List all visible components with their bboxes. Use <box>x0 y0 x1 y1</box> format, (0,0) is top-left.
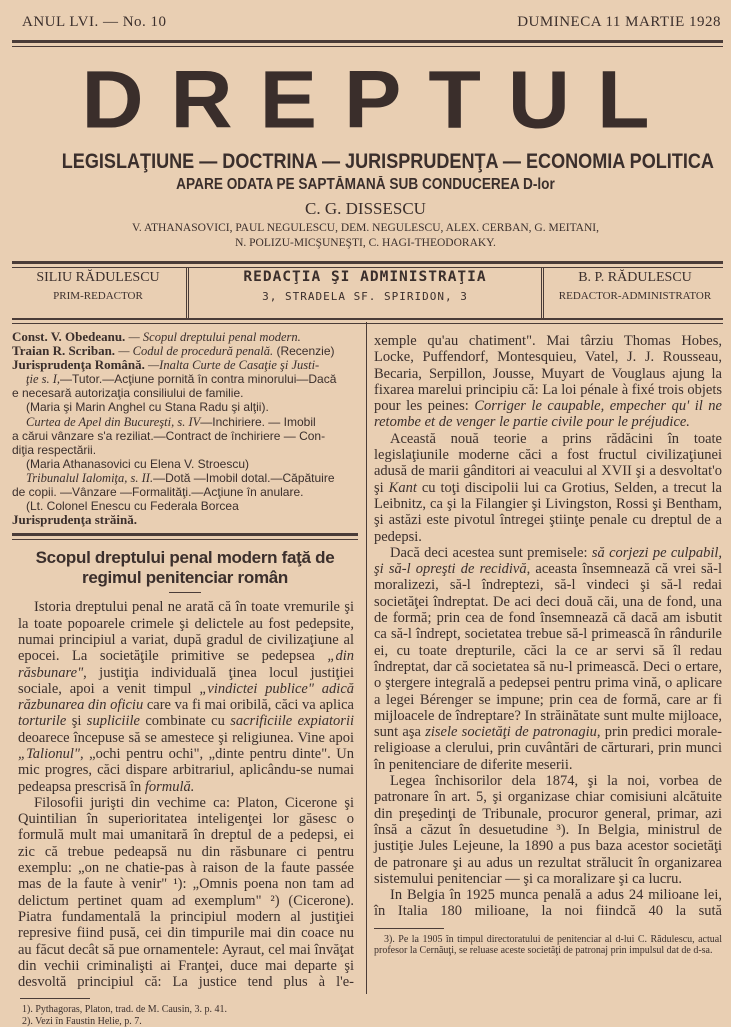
box-divider <box>186 268 189 318</box>
administrator-role: REDACTOR-ADMINISTRATOR <box>558 290 712 302</box>
toc-section: Jurisprudenţa Română. <box>12 357 145 373</box>
paragraph-text: Filosofii jurişti din vechime ca: Platon, Cicerone şi Quintilian în superioritatea inteligenţei lor găsesc o formulă mult mai umanitară în dreptul de a pedepsi, ei zic că trebue pedeapsă nu din răsbunare ci pentru exemplu: „on ne chatie-pas à raison de la faute passée mas de la faute à venir" ¹): „Omnis poena non tam ad delictum pertinet quam ad exemplum" ²) (Cicerone). Piatra fundamentală la principiul modern al justiţiei represive fiind pusă, cei din timpurile mai din coace nu au făcut decât să pue ornamentele: Ayraut, cel mai învăţat din vechii criminalişti ai Franţei, duce mai departe şi desvoltă principiul că: La justice tend plus à l'e- <box>18 794 354 991</box>
administrator-box <box>545 268 725 316</box>
right-footnotes <box>374 934 722 957</box>
toc-line: diţia respectării. <box>12 442 97 457</box>
prim-redactor-name: SILIU RĂDULESCU <box>36 270 160 285</box>
italic-text: torturile <box>18 713 67 730</box>
redaction-box <box>190 268 540 316</box>
footnote-rule <box>374 928 444 929</box>
italic-text: supliciile <box>86 713 140 730</box>
footnote: 2). Vezi în Faustin Helie, p. 7. <box>22 1015 142 1027</box>
header-bottom-rule <box>12 318 723 324</box>
italic-text: „vindictei publice" adică răzbunarea din oficiu <box>18 680 355 714</box>
toc-court: —Inalta Curte de Casaţie şi Justi- <box>144 358 320 373</box>
left-column <box>12 330 358 1027</box>
issue-date: DUMINECA 11 MARTIE 1928 <box>517 14 721 30</box>
italic-text: Corriger le caupable, empecher qu' il ne retombe et de venger le partie civile pour le préjudice. <box>374 398 722 431</box>
toc-author: Traian R. Scriban. <box>12 343 116 359</box>
box-divider <box>541 268 544 318</box>
toc-section: Jurisprudenţa străină. <box>12 512 137 528</box>
prim-redactor-box <box>12 268 184 316</box>
toc-line <box>12 415 358 429</box>
article-paragraph <box>374 773 722 887</box>
toc-line: a cărui vânzare s'a reziliat.—Contract de închiriere — Con- <box>12 428 326 443</box>
redaction-address: 3, STRADELA SF. SPIRIDON, 3 <box>262 290 468 303</box>
column-divider <box>366 322 367 994</box>
article-paragraph <box>18 599 354 795</box>
article-paragraph <box>374 431 722 545</box>
italic-text: să corjezi pe culpabil, şi să-l opreşti de recidivă <box>374 544 722 578</box>
paragraph-text: cu toţi discipolii lui ca Grotius, Selden, a trecut la Leibnitz, ca şi la Filangier şi Livingston, Rossi şi Bentham, şi astăzi este pivotul întregei ştiinţe penale cu dreptul de a pedepsi. <box>374 479 722 545</box>
paragraph-text: , justiţia individuală ţinea locul justiţiei sociale, apoi a venit timpul <box>18 664 354 697</box>
toc-text: —Inchiriere. — Imobil <box>200 414 316 429</box>
paragraph-text: , „ochi pentru ochi", „dinte pentru dinte". Un mic progres, căci dispare arbitrariul, aplicându-se numai pedeapsa prescrisă în <box>18 745 354 795</box>
prim-redactor-role: PRIM-REDACTOR <box>53 290 143 302</box>
italic-text: „Talionul" <box>18 745 80 762</box>
toc-line <box>12 372 358 386</box>
paragraph-text: deoarece începuse să se amestece şi religiunea. Vine apoi <box>18 729 354 746</box>
toc-parties: (Lt. Colonel Enescu cu Federala Borcea <box>26 499 239 514</box>
paragraph-text: In Belgia în 1925 munca penală a adus 24 milioane lei, în Italia 180 milioane, la noi fiindcă 40 la sută <box>374 887 722 920</box>
article-paragraph <box>374 887 722 920</box>
toc-note: (Recenzie) <box>273 344 335 359</box>
paragraph-text: Istoria dreptului penal ne arată că în toate vremurile şi la toate popoarele crimele şi delictele au fost pedepsite, numai principiul a variat, după gradul de civilizaţiune al epocei. La societăţile primitive se pedepsea <box>18 599 354 665</box>
headline-separator <box>169 592 201 593</box>
article-left-column <box>12 599 358 990</box>
italic-text: Kant <box>388 479 417 496</box>
newspaper-title: DREPTUL <box>81 54 677 146</box>
toc-entry <box>12 358 358 372</box>
editors-line: V. ATHANASOVICI, PAUL NEGULESCU, DEM. NEGULESCU, ALEX. CERBAN, G. MEITANI, <box>132 222 599 234</box>
toc-entry <box>12 344 358 358</box>
footnote-rule <box>20 998 90 999</box>
toc-author: Const. V. Obedeanu. <box>12 329 126 344</box>
editors-list <box>0 221 731 251</box>
toc-parties: (Maria şi Marin Anghel cu Stana Radu şi alţii). <box>26 400 269 415</box>
toc-line: de copii. —Vânzare —Formalităţi.—Acţiune în anulare. <box>12 485 304 500</box>
editors-line: N. POLIZU-MICŞUNEŞTI, C. HAGI-THEODORAKY. <box>235 237 496 249</box>
toc-line <box>12 471 358 485</box>
paragraph-text: Această nouă teorie a prins rădăcini în toate legislaţiunile moderne căci a fost fructul civilizaţiunei adusă de marii gânditori ai veacului al XVII şi a desvoltat'o şi <box>374 430 722 496</box>
paragraph-text: , prin predici morale-religioase a clerului, prin cuvântări de cărturari, prin munci în penitenciare de diferite meserii. <box>374 724 722 773</box>
toc-title: — Codul de procedură penală. <box>118 344 274 359</box>
toc-court: Tribunalul Ialomiţa, s. II. <box>26 470 154 485</box>
director-name: C. G. DISSESCU <box>305 199 426 218</box>
toc-parties: (Maria Athanasovici cu Elena V. Stroescu) <box>26 456 250 471</box>
paragraph-text: care va fi mai oribilă, căci va aplica <box>143 697 354 714</box>
redaction-title: REDACŢIA ŞI ADMINISTRAŢIA <box>243 269 487 285</box>
right-column <box>374 333 722 957</box>
toc-text: —Tutor.—Acţiune pornită în contra minorului—Dacă <box>60 372 337 387</box>
toc-text: —Dotă —Imobil dotal.—Căpătuire <box>153 470 335 485</box>
toc-entry <box>12 330 358 344</box>
italic-text: formulă. <box>144 778 195 795</box>
toc-line: e necesară autorizaţia consiliului de familie. <box>12 386 244 401</box>
article-right-column <box>374 333 722 920</box>
paragraph-text: şi <box>66 713 87 730</box>
article-paragraph <box>18 795 354 991</box>
toc-court: ţie s. I, <box>26 372 61 387</box>
toc-rule <box>12 533 358 540</box>
italic-text: zisele societăţi de patronagiu <box>425 724 597 741</box>
masthead-rule <box>12 261 723 268</box>
issue-line <box>22 14 721 36</box>
footnote: 3). Pe la 1905 în timpul directoratului de penitenciar al d-lui C. Rădulescu, actual profesor la Cernăuţi, se reluase aceste societăţi de patronaj prin impulsul dat de d-sa. <box>374 933 722 957</box>
top-rule <box>12 40 723 47</box>
subtitle: LEGISLAŢIUNE — DOCTRINA — JURISPRUDENŢA — ECONOMIA POLITICA <box>61 150 714 173</box>
table-of-contents <box>12 330 358 527</box>
appears-line: APARE ODATA PE SAPTĂMANĂ SUB CONDUCEREA D-lor <box>176 176 555 193</box>
toc-court: Curtea de Apel din Bucureşti, s. IV <box>26 414 201 429</box>
italic-text: sacrificiile expiatorii <box>230 713 354 730</box>
issue-number: ANUL LVI. — No. 10 <box>22 14 167 30</box>
italic-text: „din răsbunare" <box>18 648 354 681</box>
article-paragraph <box>374 333 722 431</box>
paragraph-text: Legea închisorilor dela 1874, şi la noi, vorbea de patronare în art. 5, şi organizase chiar comisiuni alcătuite din preşedinţi de Tribunale, procuror general, primar, azi însă a căzut în desuetudine ³). In Belgia, ministrul de justiţie Jules Lejeune, la 1890 a pus baza acestor societăţi de patronare şi au adus un rezultat strălucit în organizarea sistemului penitenciar — şi ca moralizare şi ca lucru. <box>374 773 722 887</box>
paragraph-text: xemple qu'au chatiment". Mai târziu Thomas Hobes, Locke, Puffendorf, Montesquieu, Vatel, J. J. Rousseau, Becaria, Serpillon, Jousse, Muyart de Vouglaus ajung la fixarea marelui principiu că: La loi pénale à fixé trois objets pour les peines: <box>374 333 722 415</box>
left-footnotes <box>12 1004 358 1027</box>
paragraph-text: combinate cu <box>139 713 231 730</box>
toc-title: — Scopul dreptului penal modern. <box>128 330 301 344</box>
administrator-name: B. P. RĂDULESCU <box>578 270 692 285</box>
article-headline: Scopul dreptului penal modern faţă de regimul penitenciar român <box>35 548 335 588</box>
paragraph-text: Dacă deci acestea sunt premisele: <box>390 544 592 561</box>
paragraph-text: , aceasta însemnează că vrei să-l moralizezi, să-l îndreptezi, să-l vindeci şi să-l redai societăţei îndreptat. De aci deci două căi, una de fond, una de formă; prin cea de fond însemnează că dacă am isbutit ca să-l îndrept, societatea trebue să-l primească în rândurile ei, cu toate drepturile, căci la ce ar servi să îl redau îndreptat, dar că societatea să nu-l primească. Deci o ertare, o ştergere integrală a pedepsei pentru prima vină, o aplicare a legei Bérenger se impune; prin cea de formă, care ar fi mijloacele de îndreptare? In străinătate sunt multe mijloace, sunt aşa <box>374 561 722 741</box>
article-paragraph <box>374 545 722 773</box>
footnote: 1). Pythagoras, Platon, trad. de M. Causin, 3. p. 41. <box>22 1004 227 1016</box>
